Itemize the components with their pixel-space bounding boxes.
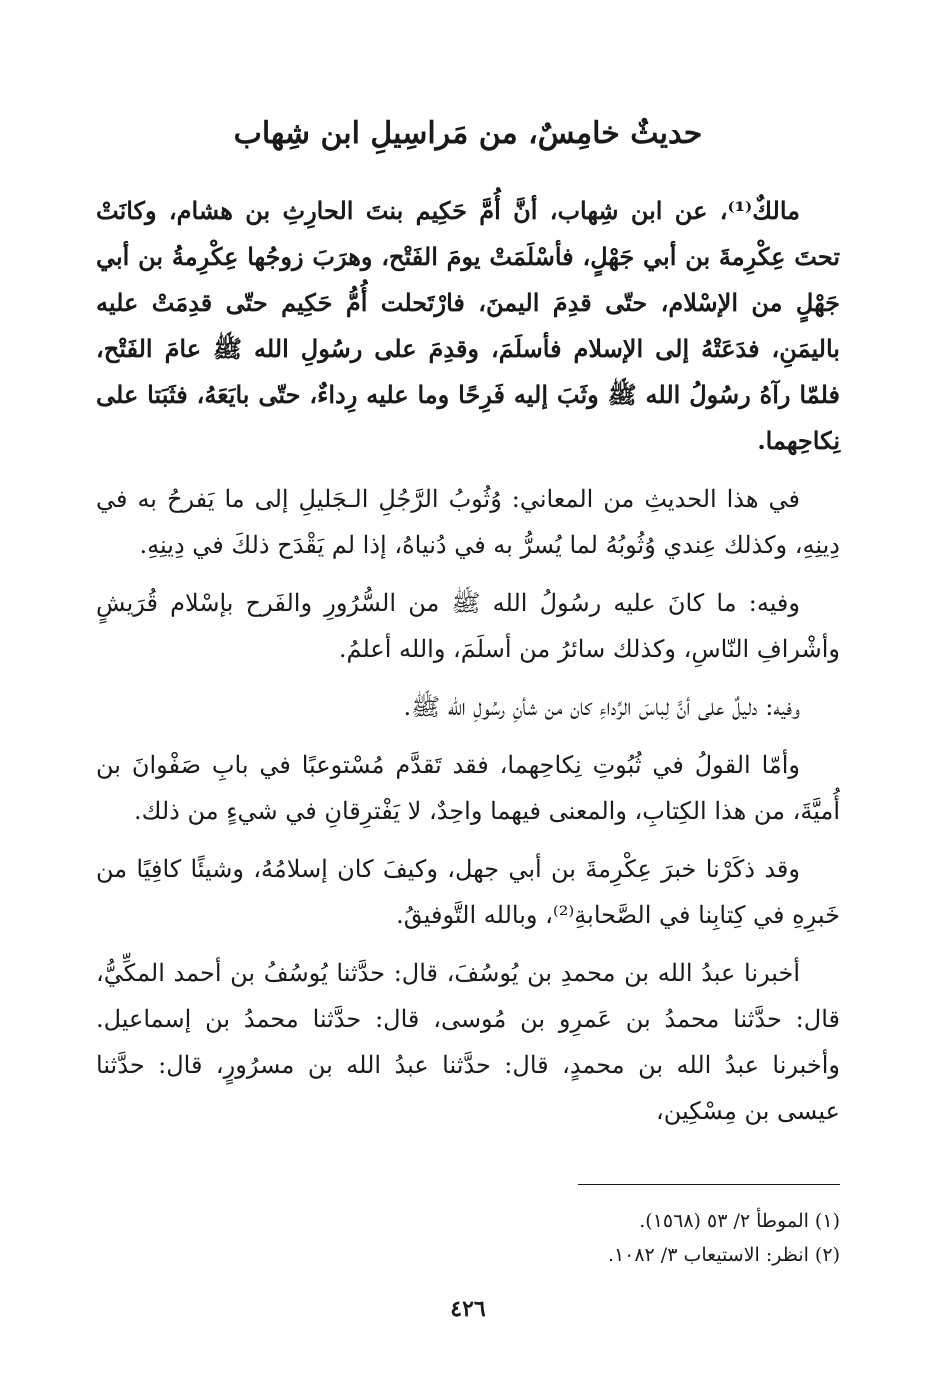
footnote: (١) الموطأ ٢/ ٥٣ (١٥٦٨).	[639, 1210, 840, 1232]
footnote-separator	[578, 1184, 840, 1185]
footnote: (٢) انظر: الاستيعاب ٣/ ١٠٨٢.	[607, 1244, 840, 1266]
commentary-paragraph: وفيه: دليلٌ على أنَّ لِباسَ الرِّداءِ كان من شأنِ رسُولِ الله ﷺ.	[403, 693, 800, 721]
commentary-paragraph: وفيه: ما كانَ عليه رسُولُ الله ﷺ من السُّرُورِ والفَرح بإسْلام قُرَيشٍ وأشْرافِ النّاسِ، وكذلك سائرُ من أسلَمَ، والله أعلمُ.	[96, 589, 840, 663]
body-text	[96, 188, 840, 1146]
commentary-paragraph: وقد ذكَرْنا خبرَ عِكْرِمةَ بن أبي جهل، وكيفَ كان إسلامُهُ، وشيئًا كافِيًا من خَبرِهِ في كِتابِنا في الصَّحابةِ⁽²⁾، وبالله التَّوفيقُ.	[96, 855, 840, 929]
hadith-paragraph: مالكٌ⁽¹⁾، عن ابن شِهاب، أنَّ أُمَّ حَكِيم بنتَ الحارِثِ بن هشام، وكانَتْ تحتَ عِكْرِمةَ بن أبي جَهْلٍ، فأسْلَمَتْ يومَ الفَتْح، وهرَبَ زوجُها عِكْرِمةُ بن أبي جَهْلٍ من الإسْلام، حتّى قدِمَ اليمنَ، فارْتَحلت أُمُّ حَكِيم حتّى قدِمَتْ عليه باليمَنِ، فدَعَتْهُ إلى الإسلام فأسلَمَ، وقدِمَ على رسُولِ الله ﷺ عامَ الفَتْح، فلمّا رآهُ رسُولُ الله ﷺ وثَبَ إليه فَرِحًا وما عليه رِداءٌ، حتّى بايَعَهُ، فثَبَتا على نِكاحِهما.	[96, 196, 840, 455]
isnad-paragraph: أخبرنا عبدُ الله بن محمدِ بن يُوسُفَ، قال: حدَّثنا يُوسُفُ بن أحمد المكِّيُّ، قال: حدَّثنا محمدُ بن عَمرِو بن مُوسى، قال: حدَّثنا محمدُ بن إسماعيل. وأخبرنا عبدُ الله بن محمدٍ، قال: حدَّثنا عبدُ الله بن مسرُورٍ، قال: حدَّثنا عيسى بن مِسْكِين،	[96, 959, 840, 1125]
page-number: ٤٢٦	[450, 1296, 486, 1322]
footnotes	[96, 1204, 840, 1272]
commentary-paragraph: في هذا الحديثِ من المعاني: وُثُوبُ الرَّجُلِ الـجَليلِ إلى ما يَفرحُ به في دِينِهِ، وكذلك عِندي وُثُوبُهُ لما يُسرُّ به في دُنياهُ، إذا لم يَقْدَح ذلكَ في دِينِهِ.	[96, 485, 840, 559]
section-heading: حديثٌ خامِسٌ، من مَراسِيلِ ابن شِهاب	[233, 116, 703, 151]
commentary-paragraph: وأمّا القولُ في ثُبُوتِ نِكاحِهما، فقد تَقدَّم مُسْتوعبًا في بابِ صَفْوانَ بن أُميَّةَ، من هذا الكِتابِ، والمعنى فيهما واحِدٌ، لا يَفْترِقانِ في شيءٍ من ذلك.	[96, 751, 840, 825]
